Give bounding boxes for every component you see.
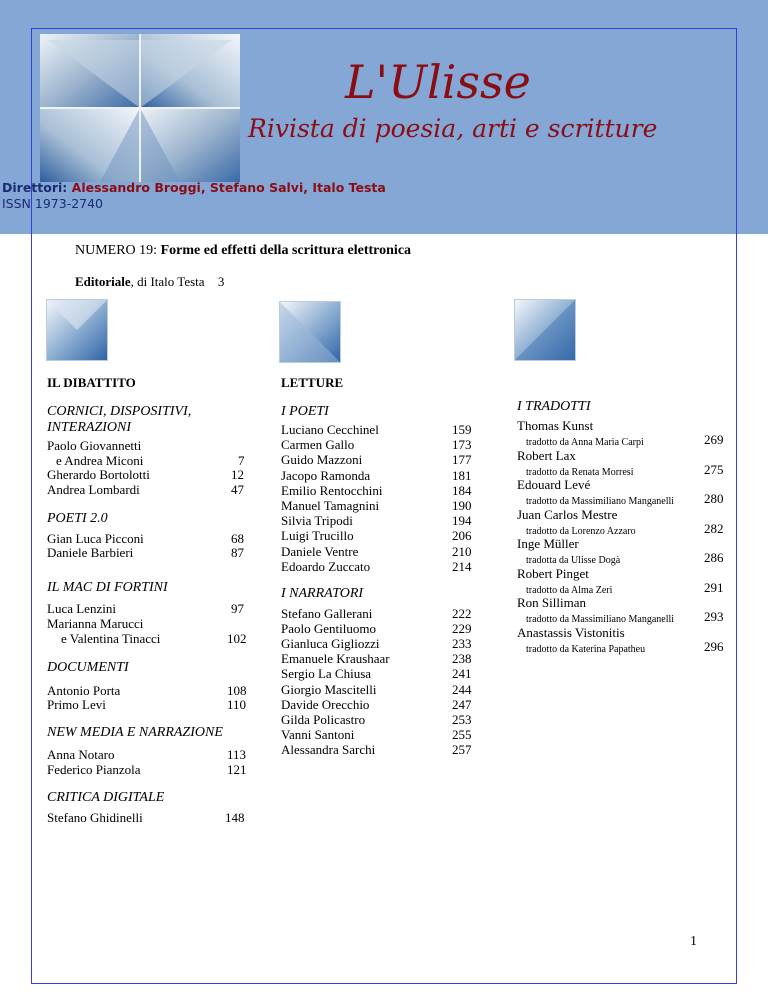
entry-name: Gianluca Gigliozzi	[281, 636, 380, 652]
entry-page: 210	[452, 543, 472, 559]
entry-name: Paolo Giovannetti	[47, 438, 142, 453]
issn: ISSN 1973-2740	[2, 196, 104, 211]
translator: tradotto da Anna Maria Carpi	[526, 437, 644, 448]
entry-page: 238	[452, 651, 472, 667]
translated-author: Robert Lax	[517, 447, 576, 463]
entry-name: Gilda Policastro	[281, 711, 366, 727]
entry-page: 68	[231, 531, 244, 546]
entry-name: Federico Pianzola	[47, 762, 141, 777]
section-title: CRITICA DIGITALE	[47, 790, 165, 805]
translated-author: Edouard Levé	[517, 477, 591, 492]
entry-page: 286	[704, 550, 724, 565]
col1-heading: IL DIBATTITO	[47, 375, 136, 390]
issue-line	[75, 243, 411, 259]
translator: tradotto da Massimiliano Manganelli	[526, 614, 675, 625]
entry-page: 222	[452, 606, 472, 621]
entry-page: 293	[704, 609, 724, 624]
entry-page: 269	[704, 432, 724, 447]
entry-name: Emilio Rentocchini	[281, 482, 383, 498]
translated-author: Ron Silliman	[517, 595, 586, 610]
entry-page: 282	[704, 520, 724, 536]
translated-author: Robert Pinget	[517, 565, 589, 581]
entry-page: 275	[704, 461, 724, 477]
translated-author: Inge Müller	[517, 536, 579, 551]
editorial-label: Editoriale	[75, 274, 131, 289]
entry-page: 214	[452, 558, 472, 574]
entry-name: Manuel Tamagnini	[281, 498, 380, 513]
translator: tradotto da Renata Morresi	[526, 466, 634, 478]
entry-page: 181	[452, 467, 472, 483]
entry-name: Giorgio Mascitelli	[281, 681, 377, 697]
entry-page: 97	[231, 601, 244, 616]
magazine-title: L'Ulisse	[345, 55, 531, 109]
translated-author: Anastassis Vistonitis	[517, 624, 625, 640]
entry-name: Luigi Trucillo	[281, 528, 354, 544]
col2-heading: LETTURE	[281, 375, 344, 390]
magazine-subtitle: Rivista di poesia, arti e scritture	[248, 114, 658, 143]
translator: tradotto da Katerina Papatheu	[526, 643, 646, 655]
entry-page: 280	[704, 491, 724, 506]
issue-title: Forme ed effetti della scrittura elettronica	[160, 243, 412, 258]
entry-page: 87	[231, 545, 244, 560]
entry-page: 255	[452, 726, 472, 742]
entry-page: 233	[452, 636, 472, 652]
section-title: POETI 2.0	[47, 511, 108, 526]
entry-page: 102	[227, 631, 247, 646]
section-title: I TRADOTTI	[517, 399, 591, 414]
entry-page: 177	[452, 452, 472, 468]
section-title: I POETI	[281, 404, 329, 419]
entry-name: Alessandra Sarchi	[281, 741, 376, 757]
directors-names: Alessandro Broggi, Stefano Salvi, Italo Testa	[71, 180, 386, 195]
entry-name: Davide Orecchio	[281, 696, 370, 712]
entry-page: 173	[452, 437, 472, 453]
editorial-page: 3	[217, 274, 225, 289]
translator: tradotto da Lorenzo Azzaro	[526, 525, 636, 537]
translator: tradotta da Ulisse Dogà	[526, 555, 621, 566]
section-title: I NARRATORI	[281, 586, 364, 601]
entry-page: 257	[452, 741, 472, 757]
directors-label: Direttori:	[2, 180, 68, 195]
entry-page: 244	[452, 681, 472, 697]
entry-name: Antonio Porta	[47, 683, 121, 698]
translated-author: Thomas Kunst	[517, 418, 594, 433]
entry-name: Anna Notaro	[47, 747, 115, 762]
entry-page: 296	[704, 638, 724, 654]
entry-page: 110	[227, 697, 247, 712]
entry-name: Silvia Tripodi	[281, 513, 353, 529]
entry-name: Jacopo Ramonda	[281, 467, 371, 483]
col1-section-0	[47, 404, 277, 436]
entry-page: 190	[452, 498, 472, 513]
entry-page: 7	[238, 453, 245, 468]
editorial-author: , di Italo Testa	[130, 274, 205, 289]
entry-name: e Andrea Miconi	[56, 453, 144, 468]
entry-page: 241	[452, 666, 472, 682]
section-thumbnail-image	[279, 301, 341, 363]
entry-name: Luciano Cecchinel	[281, 422, 379, 437]
entry-page: 253	[452, 711, 472, 727]
entry-name: Emanuele Kraushaar	[281, 651, 390, 667]
entry-name: Guido Mazzoni	[281, 452, 363, 468]
section-title: IL MAC DI FORTINI	[47, 580, 168, 595]
entry-page: 12	[231, 467, 244, 482]
entry-page: 291	[704, 579, 724, 595]
entry-page: 194	[452, 513, 472, 529]
entry-name: Gian Luca Picconi	[47, 531, 144, 546]
entry-name: Daniele Ventre	[281, 543, 359, 559]
entry-page: 108	[227, 683, 247, 698]
entry-page: 121	[227, 762, 247, 777]
entry-name: Carmen Gallo	[281, 437, 355, 453]
entry-page: 229	[452, 621, 472, 637]
translator: tradotto da Alma Zeri	[526, 584, 613, 596]
entry-name: Stefano Ghidinelli	[47, 810, 143, 825]
entry-name: Daniele Barbieri	[47, 545, 134, 560]
entry-page: 247	[452, 696, 472, 712]
entry-name: Luca Lenzini	[47, 601, 116, 616]
entry-name: Primo Levi	[47, 697, 106, 712]
issue-label: NUMERO 19:	[75, 243, 158, 258]
section-thumbnail-image	[46, 299, 108, 361]
section-title: NEW MEDIA E NARRAZIONE	[47, 725, 223, 740]
entry-name: Vanni Santoni	[281, 726, 355, 742]
entry-page: 159	[452, 422, 472, 437]
entry-name: e Valentina Tinacci	[61, 631, 161, 646]
entry-name: Stefano Gallerani	[281, 606, 373, 621]
entry-name: Sergio La Chiusa	[281, 666, 372, 682]
section-title: CORNICI, DISPOSITIVI,	[47, 404, 192, 419]
entry-page: 206	[452, 528, 472, 544]
translator: tradotto da Massimiliano Manganelli	[526, 496, 675, 507]
entry-page: 148	[225, 810, 245, 825]
page-number: 1	[690, 934, 697, 949]
translated-author: Juan Carlos Mestre	[517, 506, 618, 522]
entry-page: 113	[227, 747, 247, 762]
entry-page: 47	[231, 482, 244, 497]
entry-name: Paolo Gentiluomo	[281, 621, 376, 637]
section-thumbnail-image	[514, 299, 576, 361]
entry-name: Andrea Lombardi	[47, 482, 140, 497]
section-title: INTERAZIONI	[47, 420, 131, 435]
entry-page: 184	[452, 482, 472, 498]
section-title: DOCUMENTI	[47, 660, 129, 675]
entry-name: Marianna Marucci	[47, 616, 144, 631]
entry-name: Edoardo Zuccato	[281, 558, 371, 574]
editorial-line	[75, 274, 224, 290]
entry-name: Gherardo Bortolotti	[47, 467, 150, 482]
